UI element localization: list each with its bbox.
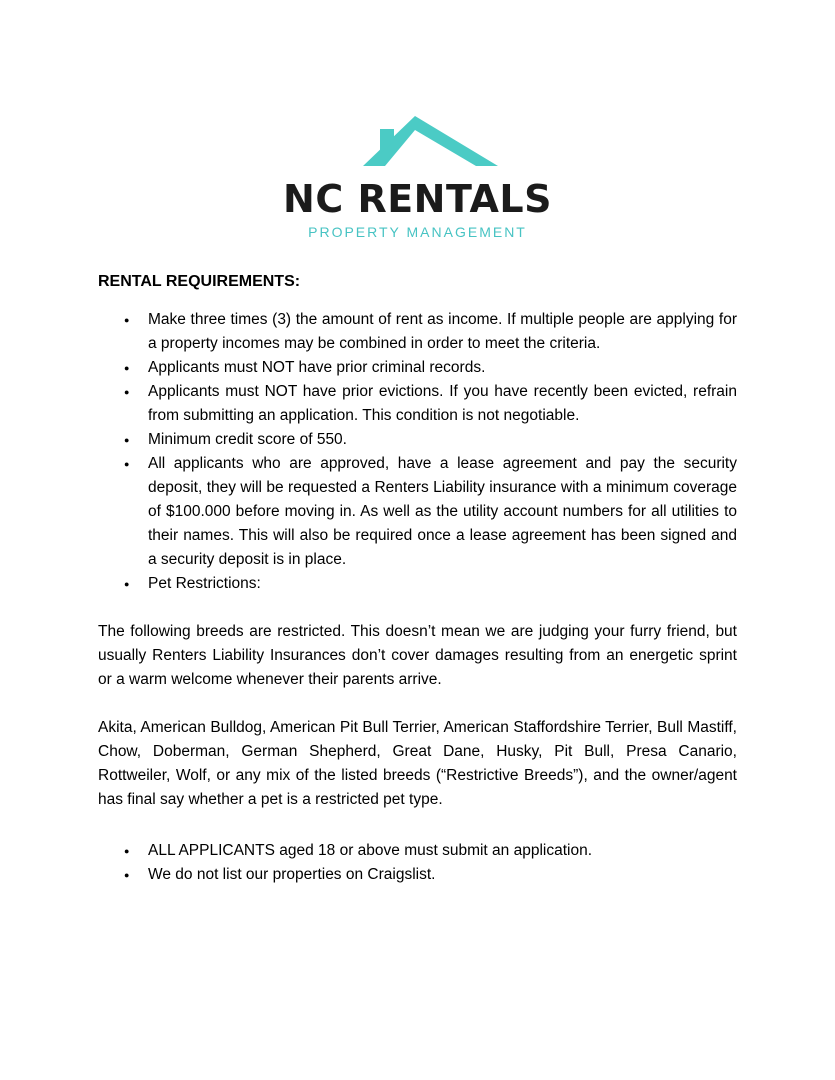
brand-name: NC RENTALS	[283, 177, 552, 221]
requirement-credit-score: ● Minimum credit score of 550.	[136, 428, 737, 452]
document-body	[0, 272, 835, 887]
final-notes-list	[98, 839, 737, 887]
house-roof-icon	[363, 116, 498, 166]
section-heading: RENTAL REQUIREMENTS:	[98, 273, 301, 290]
paragraph-restricted-breeds-list: Akita, American Bulldog, American Pit Bull Terrier, American Staffordshire Terrier, Bull Mastiff, Chow, Doberman, German Shepherd, Great Dane, Husky, Pit Bull, Presa Canario, Rottweiler, Wolf, or any mix of the listed breeds (“Restrictive Breeds”), and the owner/agent has final say whether a pet is a restricted pet type.	[98, 719, 737, 808]
requirement-insurance-utilities: ● All applicants who are approved, have a lease agreement and pay the security deposit, they will be requested a Renters Liability insurance with a minimum coverage of $100.000 before moving in. As well as the utility account numbers for all utilities to their names. This will also be required once a lease agreement has been signed and a security deposit is in place.	[136, 452, 737, 572]
paragraph-restricted-breeds-intro: The following breeds are restricted. This doesn’t mean we are judging your furry friend, but usually Renters Liability Insurances don’t cover damages resulting from an energetic sprint or a warm welcome whenever their parents arrive.	[98, 623, 737, 688]
requirement-income: ● Make three times (3) the amount of rent as income. If multiple people are applying for a property incomes may be combined in order to meet the criteria.	[136, 308, 737, 356]
note-applicants-age: ● ALL APPLICANTS aged 18 or above must submit an application.	[136, 839, 737, 863]
note-craigslist: ● We do not list our properties on Craigslist.	[136, 863, 737, 887]
requirements-list	[98, 308, 737, 596]
requirement-evictions: ● Applicants must NOT have prior evictions. If you have recently been evicted, refrain from submitting an application. This condition is not negotiable.	[136, 380, 737, 428]
company-logo	[0, 0, 835, 240]
brand-tagline: PROPERTY MANAGEMENT	[308, 224, 527, 240]
requirement-pet-restrictions: ● Pet Restrictions:	[136, 572, 737, 596]
requirement-criminal-records: ● Applicants must NOT have prior criminal records.	[136, 356, 737, 380]
